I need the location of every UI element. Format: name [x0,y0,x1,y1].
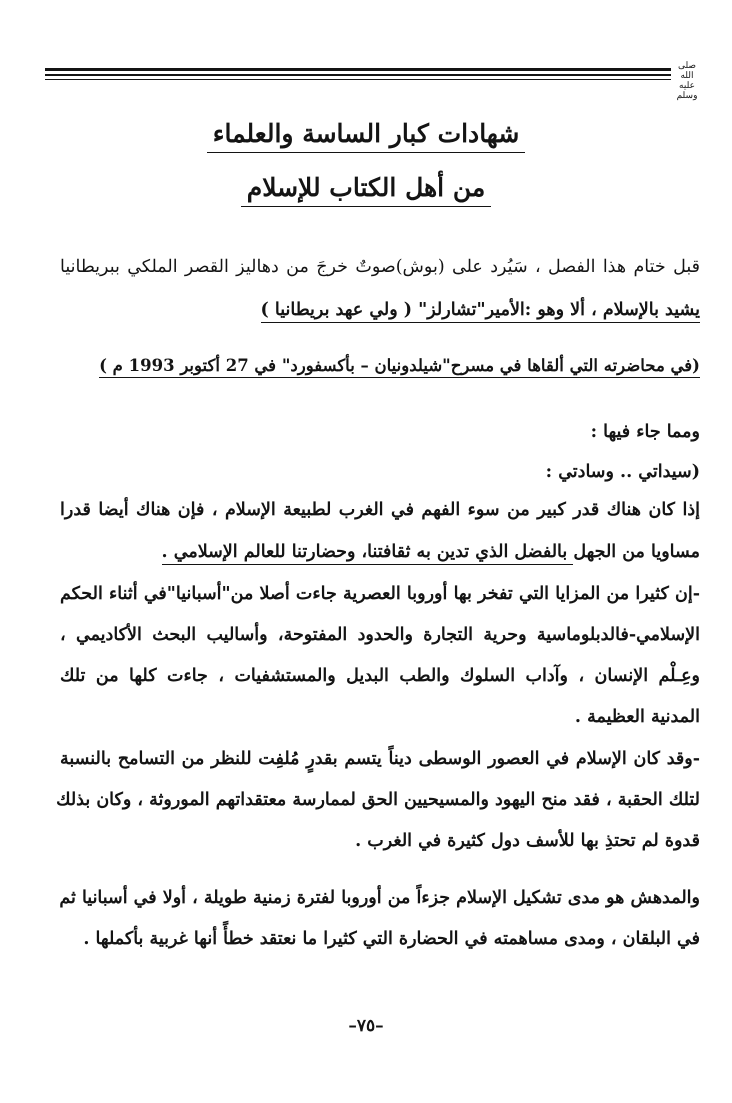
page-title [0,118,732,153]
calligraphy-seal-text: صلى الله عليه وسلم [676,61,698,101]
calligraphy-seal [674,61,700,101]
body-line-11: قدوة لم تحتذِ بها للأسف دول كثيرة في الغرب . [355,831,700,851]
body-line-09: -وقد كان الإسلام في العصور الوسطى ديناً يتسم بقدرٍ مُلفِت للنظر من التسامح بالنسبة [60,749,700,769]
body-line-04 [60,538,700,566]
body-line-02: (سيداتي .. وسادتي : [545,462,700,482]
intro-line-3-text: (في محاضرته التي ألقاها في مسرح"شيلدونيان – بأكسفورد" في 27 أكتوبر 1993 م ) [99,356,700,378]
header-rule-bottom [45,79,671,80]
body-line-05: -إن كثيرا من المزايا التي تفخر بها أوروبا العصرية جاءت أصلا من"أسبانيا"في أثناء الحكم [60,584,700,604]
body-line-10: لتلك الحقبة ، فقد منح اليهود والمسيحيين الحق لممارسة معتقداتهم الموروثة ، وكان بذلك [56,790,700,810]
intro-line-1: قبل ختام هذا الفصل ، سَيُرد على (بوش)صوتٌ خرجَ من دهاليز القصر الملكي ببريطانيا [60,257,700,277]
body-line-12: والمدهش هو مدى تشكيل الإسلام جزءاً من أوروبا لفترة زمنية طويلة ، أولا في أسبانيا ثم [59,888,700,908]
page-subtitle [0,172,732,207]
intro-line-2 [60,296,700,324]
header-rule-middle [45,74,671,76]
body-line-04-start: مساويا من الجهل [573,542,700,562]
intro-line-3 [60,352,700,380]
body-line-06: الإسلامي-فالدبلوماسية وحرية التجارة والحدود المفتوحة، وأساليب البحث الأكاديمي ، [60,625,700,645]
body-line-03: إذا كان هناك قدر كبير من سوء الفهم في الغرب لطبيعة الإسلام ، فإن هناك أيضا قدرا [60,500,700,520]
page-title-line-2: من أهل الكتاب للإسلام [241,172,492,207]
page-title-line-1: شهادات كبار الساسة والعلماء [207,118,526,153]
page-number: –٧٥– [348,1016,384,1036]
body-line-07: وعِـلْم الإنسان ، وآداب السلوك والطب البديل والمستشفيات ، جاءت كلها من تلك [60,666,700,686]
body-line-13: في البلقان ، ومدى مساهمته في الحضارة التي كثيرا ما نعتقد خطأً أنها غربية بأكملها . [83,929,700,949]
header-rule-top [45,68,671,71]
body-line-01: ومما جاء فيها : [590,422,700,442]
body-line-08: المدنية العظيمة . [574,707,700,727]
intro-line-2-text: يشيد بالإسلام ، ألا وهو :الأمير"تشارلز" ( ولي عهد بريطانيا ) [261,300,701,323]
body-line-04-underlined: بالفضل الذي تدين به ثقافتنا، وحضارتنا للعالم الإسلامي . [162,542,574,565]
